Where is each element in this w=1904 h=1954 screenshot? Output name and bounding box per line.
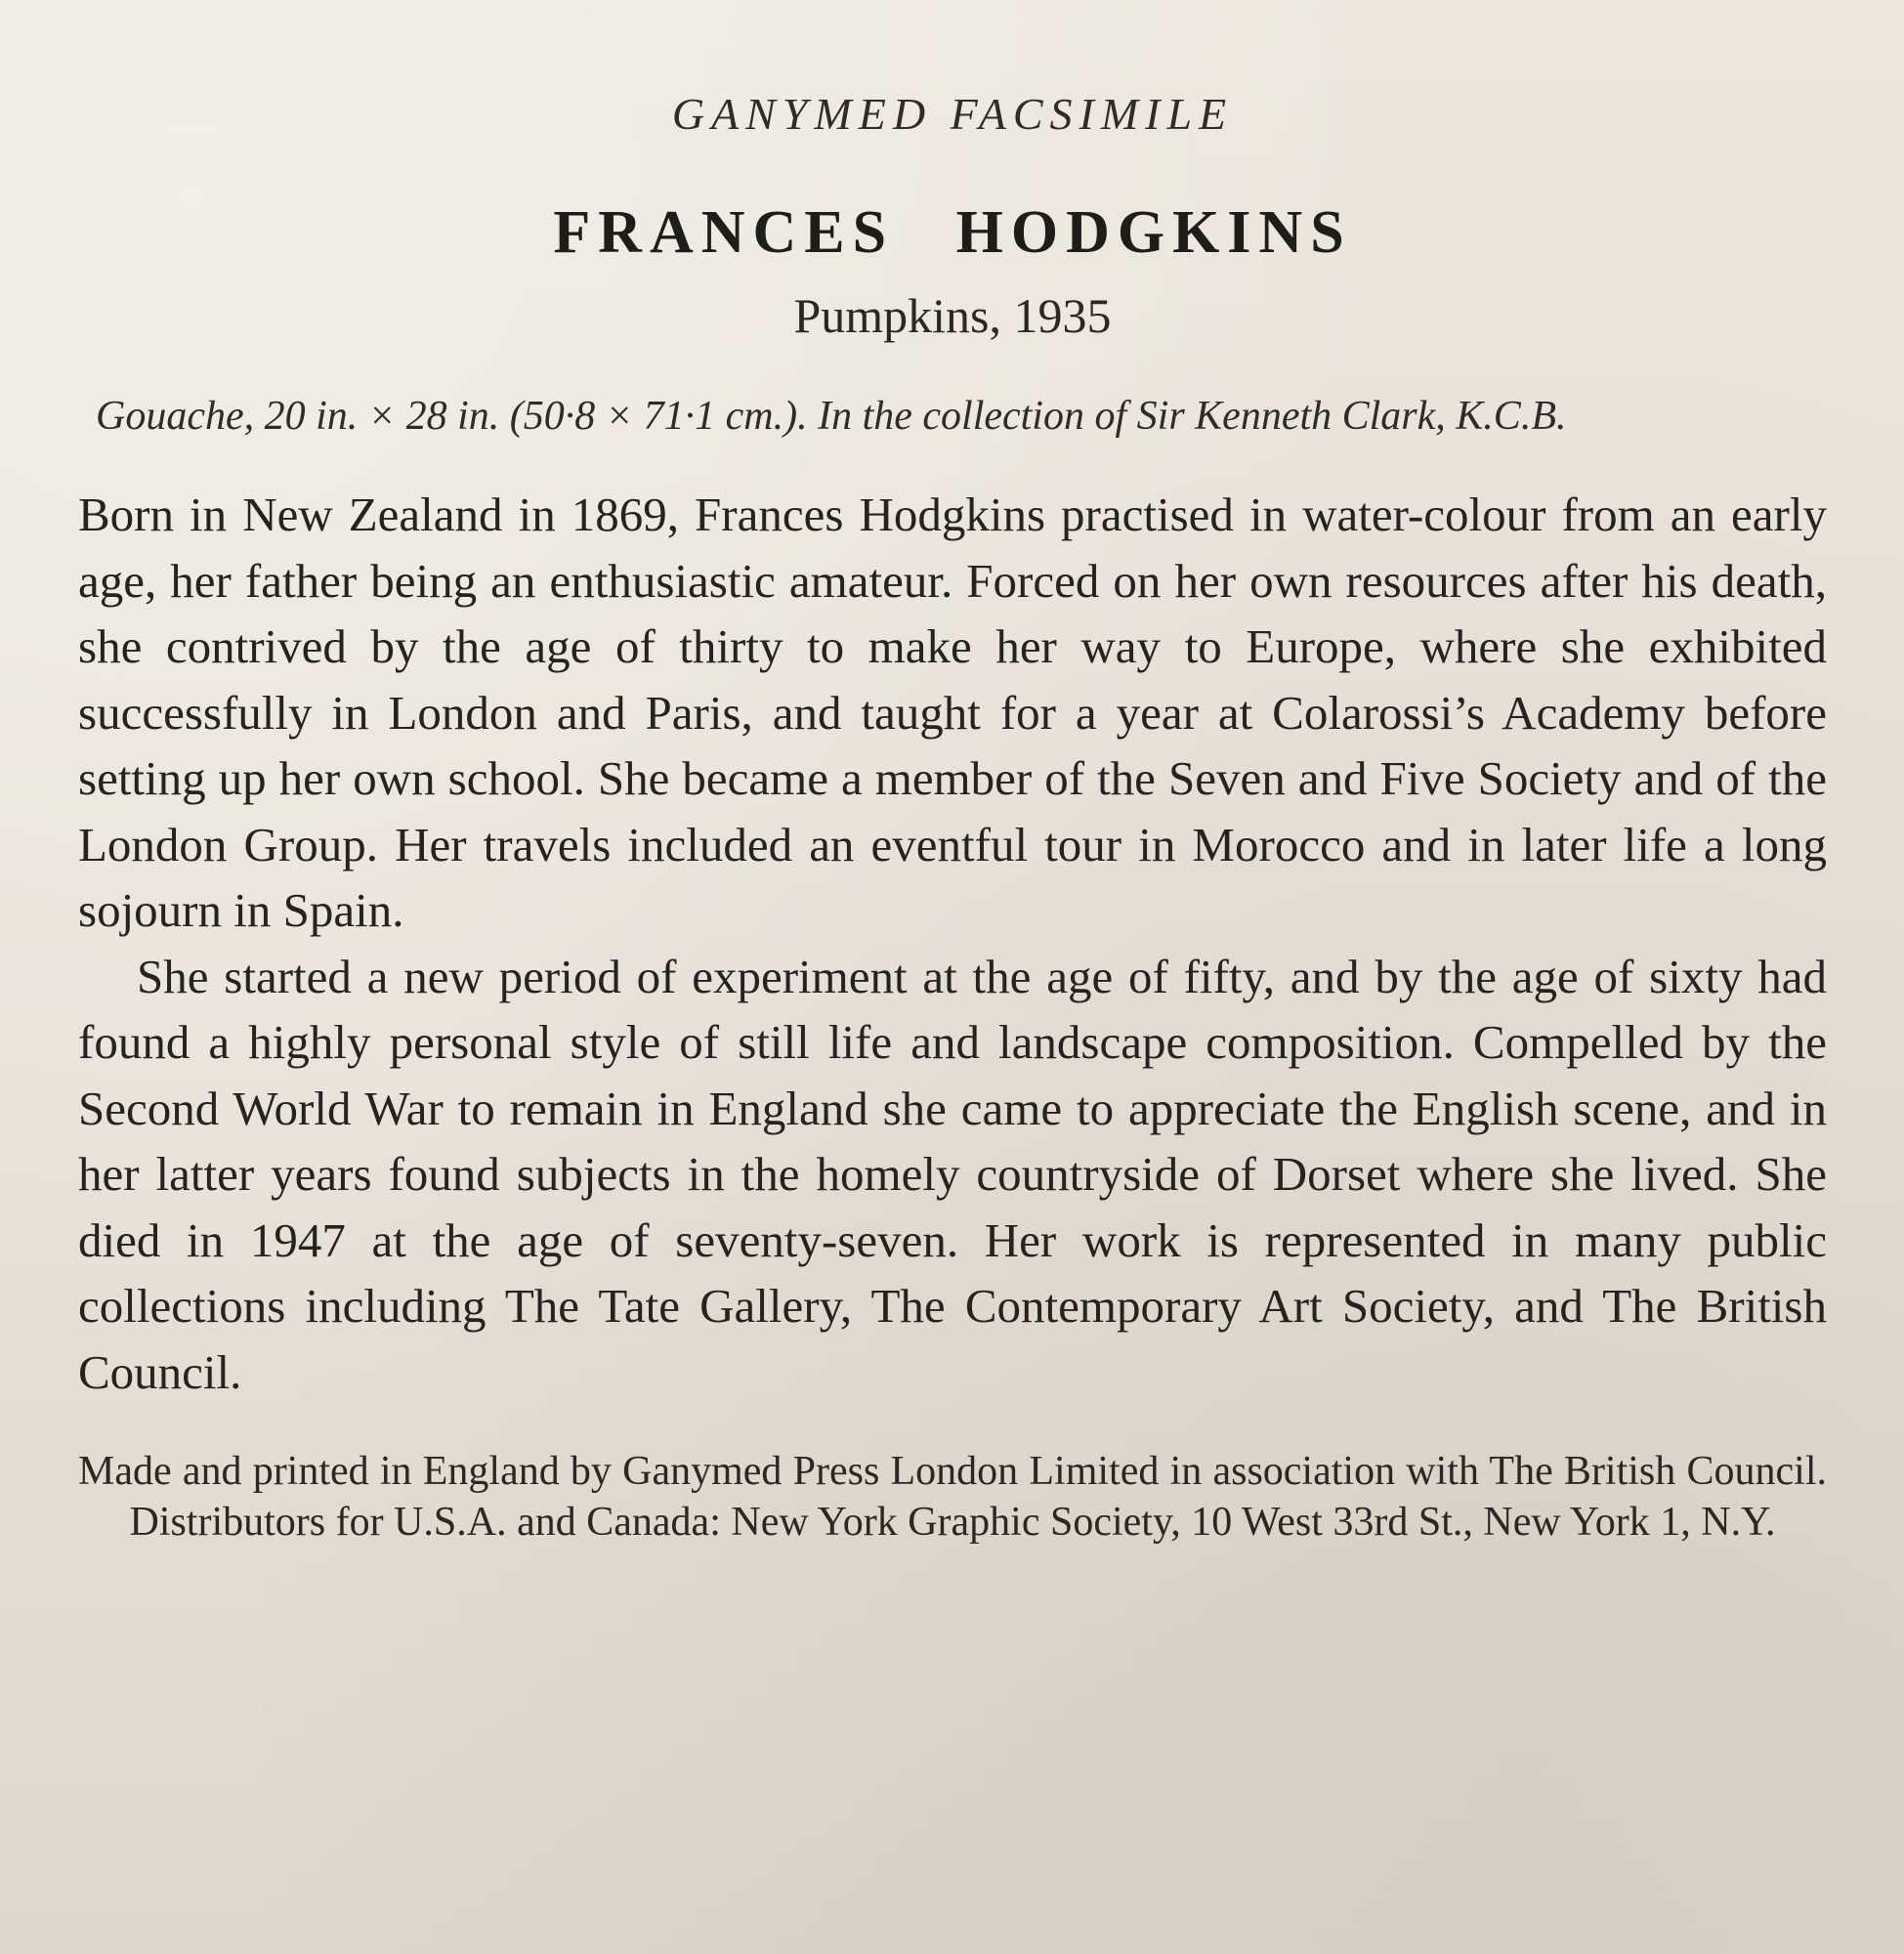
biography-paragraph-1: Born in New Zealand in 1869, Frances Hodgkins practised in water-colour from an early age, her father being an enthusiastic amateur. Forced on her own resources after his death, she contrived by the age of thirty to make her way to Europe, where she exhibited successfully in London and Paris, and taught for a year at Colarossi’s Academy before setting up her own school. She became a member of the Seven and Five Society and of the London Group. Her travels included an eventful tour in Morocco and in later life a long sojourn in Spain. <box>78 488 1827 937</box>
label-content <box>78 88 1827 1548</box>
printer-imprint: Made and printed in England by Ganymed Press London Limited in association with The British Council. Distributors for U.S.A. and Canada: New York Graphic Society, 10 West 33rd St., New York 1, N.Y. <box>78 1449 1827 1545</box>
artist-name: FRANCES HODGKINS <box>553 199 1352 266</box>
biography-paragraph-2: She started a new period of experiment at the age of fifty, and by the age of sixty had found a highly personal style of still life and landscape composition. Compelled by the Second World War to remain in England she came to appreciate the English scene, and in her latter years found subjects in the homely countryside of Dorset where she lived. She died in 1947 at the age of seventy-seven. Her work is represented in many public collections including The Tate Gallery, The Contemporary Art Society, and The British Council. <box>78 949 1827 1399</box>
series-title: GANYMED FACSIMILE <box>671 89 1234 139</box>
medium-and-collection: Gouache, 20 in. × 28 in. (50·8 × 71·1 cm.). In the collection of Sir Kenneth Clark, K.C.B. <box>96 394 1567 439</box>
work-title: Pumpkins, 1935 <box>793 288 1112 343</box>
